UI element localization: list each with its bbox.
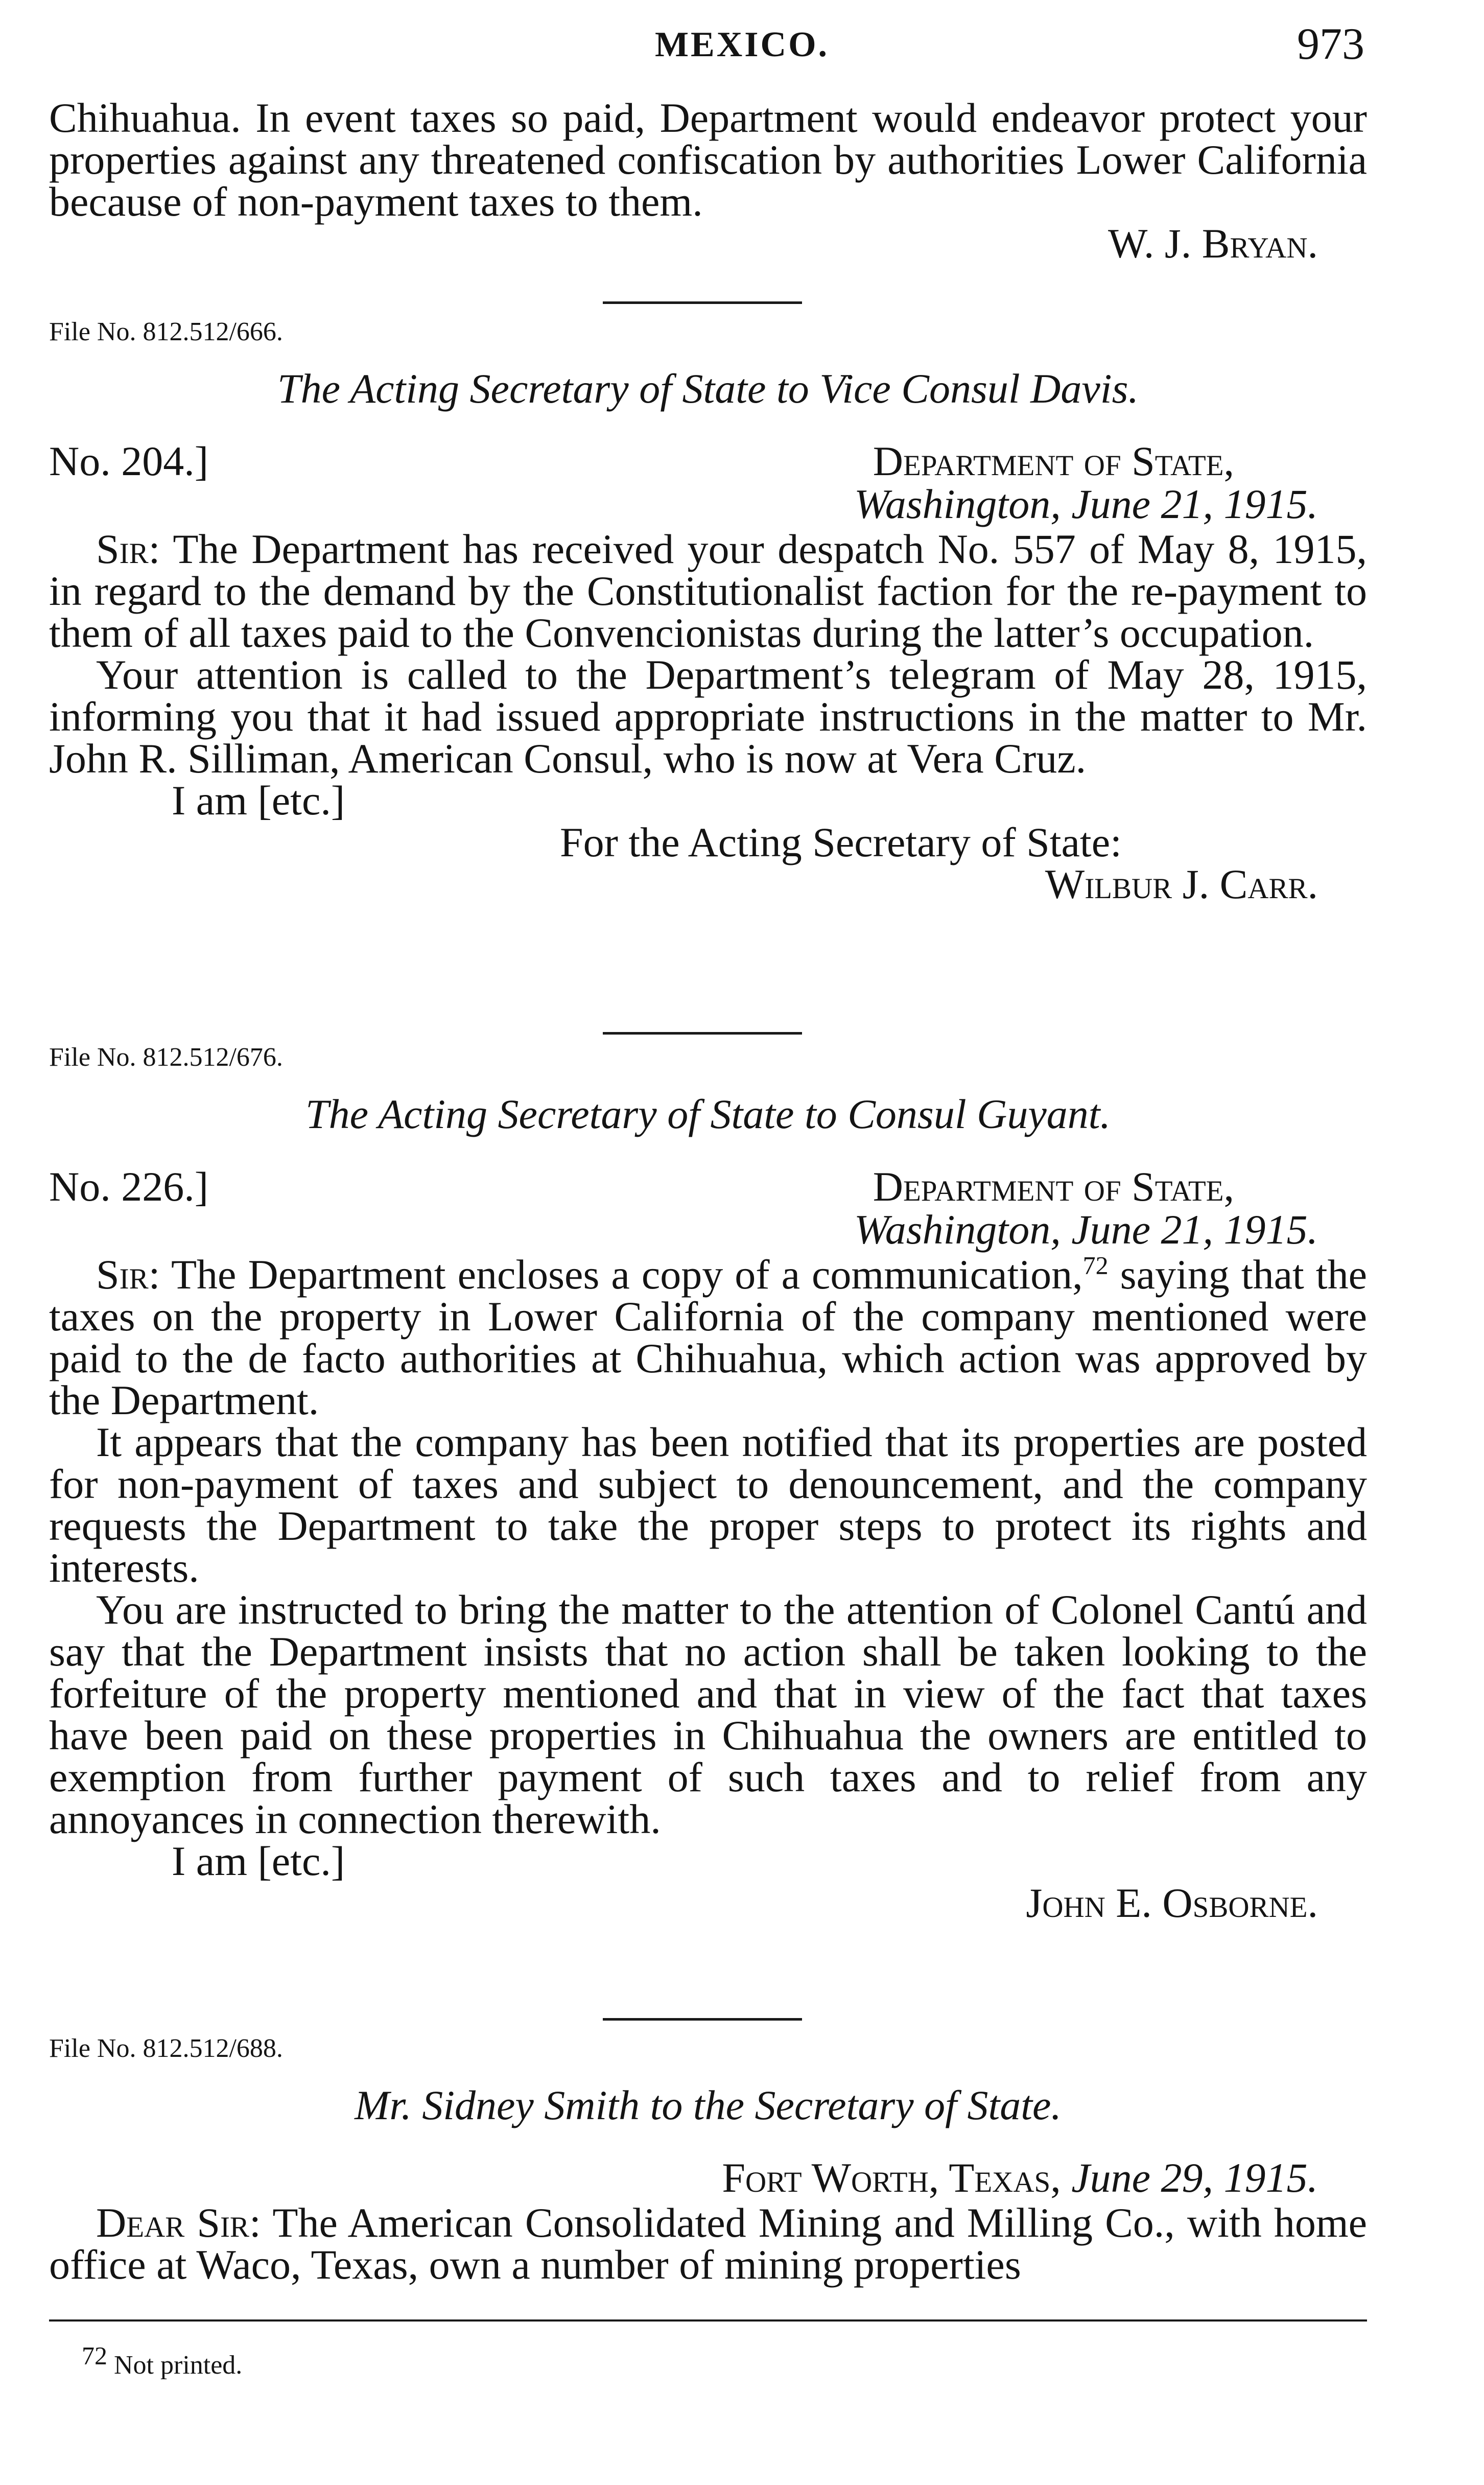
paragraph-1 (49, 2199, 1367, 2288)
closing: I am [etc.] (172, 777, 345, 824)
letter-3 (49, 2033, 1367, 2286)
letter-2 (49, 1042, 1367, 1924)
letter-title: The Acting Secretary of State to Vice Consul Davis. (277, 365, 1139, 412)
signature-bryan: W. J. Bryan. (1108, 220, 1318, 267)
signature-carr: Wilbur J. Carr. (1045, 861, 1318, 907)
salutation: Sir: (96, 526, 160, 572)
letter-heading-row (49, 440, 1367, 483)
file-number: File No. 812.512/676. (49, 1043, 283, 1072)
letter-1 (49, 317, 1367, 905)
divider-rule (603, 2018, 802, 2021)
footnote-marker: 72 (82, 2341, 107, 2370)
paragraph-1 (49, 1251, 1367, 1423)
continued-paragraph: Chihuahua. In event taxes so paid, Department would endeavor protect your properties against any threatened confiscation by authorities Lower California because of non-payment taxes to them. (49, 95, 1367, 225)
department-name: Department of State, (873, 1163, 1234, 1210)
divider-rule (603, 301, 802, 304)
paragraph-1 (49, 528, 1367, 654)
file-number: File No. 812.512/688. (49, 2034, 283, 2063)
running-header (0, 18, 1484, 69)
place-date: Washington, June 21, 1915. (854, 1206, 1318, 1253)
footnote-text: Not printed. (114, 2351, 243, 2380)
paragraph-1-text-b: saying that the taxes on the property in Lower California of the company mentioned were paid to the de facto authorities at Chihuahua, which action was approved by the Department. (49, 1251, 1367, 1423)
letter-number: No. 226.] (49, 1163, 209, 1210)
paragraph-3: You are instructed to bring the matter to the attention of Colonel Cantú and say that the Department insists that no action shall be taken looking to the forfeiture of the property mentioned and that in view of the fact that taxes have been paid on these properties in Chihuahua the owners are entitled to exemption from further payment of such taxes and to relief from any annoyances in connection therewith. (49, 1586, 1367, 1842)
letter-title: The Acting Secretary of State to Consul Guyant. (305, 1091, 1111, 1137)
footnote-reference: 72 (1082, 1251, 1109, 1280)
file-number: File No. 812.512/666. (49, 317, 283, 346)
letter-title: Mr. Sidney Smith to the Secretary of State. (355, 2082, 1062, 2128)
department-name: Department of State, (873, 438, 1234, 484)
salutation: Dear Sir: (96, 2199, 261, 2246)
divider-rule (603, 1032, 802, 1035)
for-line: For the Acting Secretary of State: (560, 819, 1122, 865)
paragraph-1-text: The Department has received your despatch No. 557 of May 8, 1915, in regard to the demand by the Constitutionalist faction for the re-payment to them of all taxes paid to the Convencionistas during the latter’s occupation. (49, 526, 1367, 656)
salutation: Sir: (96, 1251, 160, 1298)
running-title: MEXICO. (654, 25, 830, 64)
paragraph-2: Your attention is called to the Department’s telegram of May 28, 1915, informing you that it had issued appropriate instructions in the matter to Mr. John R. Silliman, American Consul, who is now at Vera Cruz. (49, 651, 1367, 782)
page-number: 973 (1297, 19, 1364, 69)
signature-osborne: John E. Osborne. (1026, 1880, 1318, 1926)
closing: I am [etc.] (172, 1838, 345, 1884)
section-0 (49, 97, 1367, 265)
date: June 29, 1915. (1071, 2154, 1318, 2201)
paragraph-1-text-a: The Department encloses a copy of a communication, (171, 1251, 1083, 1298)
letter-heading-row (49, 1163, 1367, 1210)
paragraph-2: It appears that the company has been notified that its properties are posted for non-payment of taxes and subject to denouncement, and the company requests the Department to take the proper steps to protect its rights and interests. (49, 1419, 1367, 1591)
place-date: Washington, June 21, 1915. (854, 481, 1318, 527)
footnote (82, 2341, 243, 2380)
place: Fort Worth, Texas, (722, 2154, 1061, 2201)
footnote-rule (49, 2319, 1367, 2322)
letter-number: No. 204.] (49, 438, 209, 484)
place-date (49, 2154, 1367, 2201)
paragraph-1-text: The American Consolidated Mining and Milling Co., with home office at Waco, Texas, own a number of mining properties (49, 2199, 1367, 2288)
